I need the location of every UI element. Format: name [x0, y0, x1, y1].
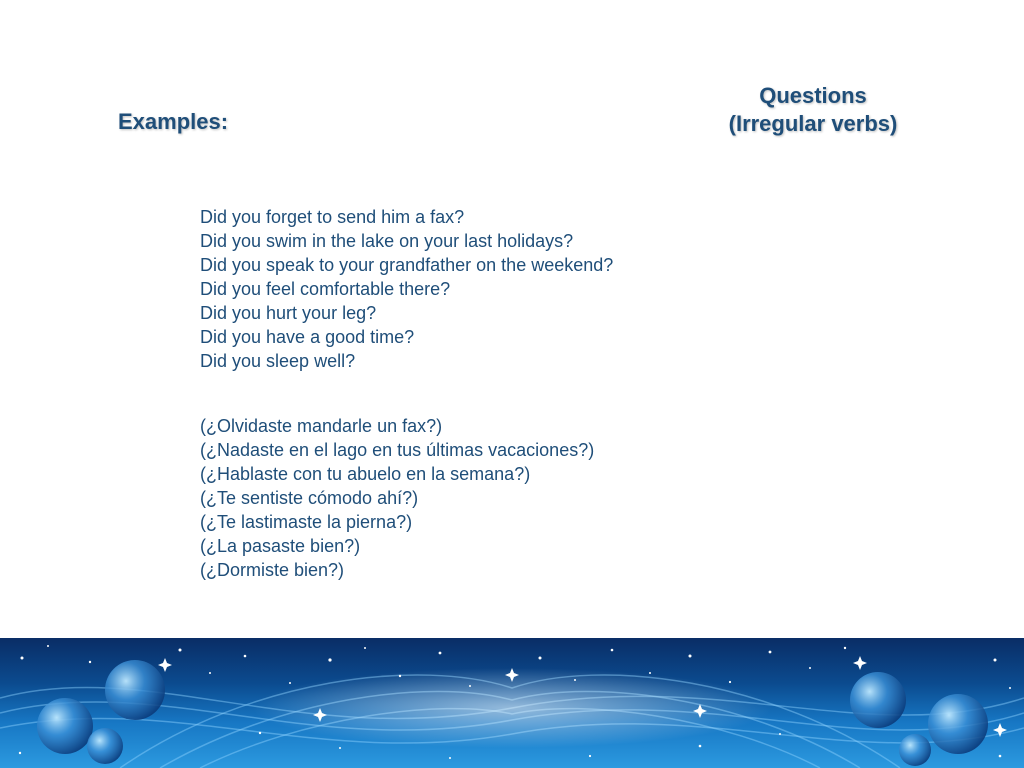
english-question: Did you have a good time?: [200, 327, 415, 347]
banner-artwork: [0, 638, 1024, 768]
spanish-translation: (¿La pasaste bien?): [200, 536, 361, 556]
questions-heading: [700, 82, 926, 138]
spanish-translation: (¿Olvidaste mandarle un fax?): [200, 416, 443, 436]
english-question: Did you speak to your grandfather on the weekend?: [200, 255, 614, 275]
orb-icon: [928, 694, 988, 754]
questions-heading-line-2: (Irregular verbs): [728, 111, 898, 136]
english-question: Did you forget to send him a fax?: [200, 207, 465, 227]
orb-icon: [37, 698, 93, 754]
spanish-translation: (¿Te lastimaste la pierna?): [200, 512, 413, 532]
orb-icon: [87, 728, 123, 764]
spanish-translation: (¿Hablaste con tu abuelo en la semana?): [200, 464, 531, 484]
orb-icon: [899, 734, 931, 766]
english-question: Did you hurt your leg?: [200, 303, 377, 323]
english-question: Did you feel comfortable there?: [200, 279, 451, 299]
orb-icon: [850, 672, 906, 728]
questions-heading-line-1: Questions: [759, 83, 867, 108]
orb-icon: [105, 660, 165, 720]
spanish-translation: (¿Te sentiste cómodo ahí?): [200, 488, 419, 508]
english-question: Did you sleep well?: [200, 351, 356, 371]
english-question: Did you swim in the lake on your last holidays?: [200, 231, 574, 251]
spanish-translation: (¿Nadaste en el lago en tus últimas vacaciones?): [200, 440, 595, 460]
decorative-banner: [0, 638, 1024, 768]
spanish-translation-list: [200, 414, 594, 582]
spanish-translation: (¿Dormiste bien?): [200, 560, 345, 580]
examples-heading: Examples:: [118, 109, 229, 134]
english-question-list: [200, 205, 613, 373]
